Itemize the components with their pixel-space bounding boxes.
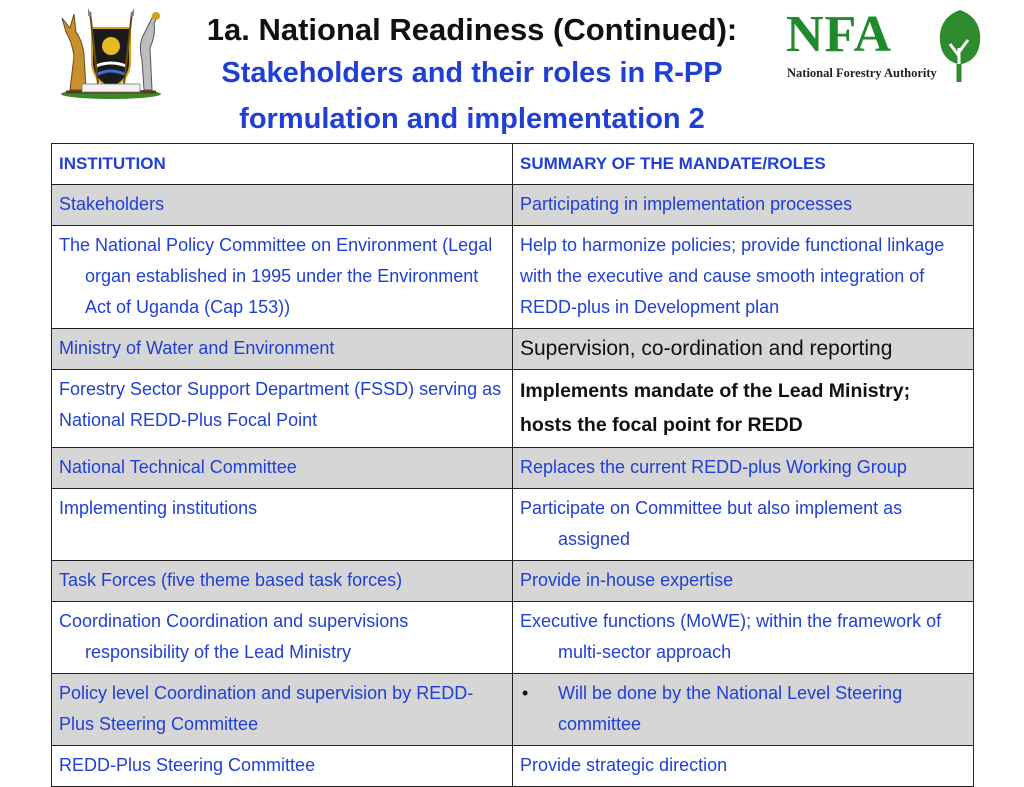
- institution-cell: Policy level Coordination and supervision by REDD-Plus Steering Committee: [52, 674, 513, 746]
- institution-cell: Ministry of Water and Environment: [52, 329, 513, 370]
- table-row: [52, 746, 974, 787]
- role-cell: Replaces the current REDD-plus Working Group: [513, 448, 974, 489]
- institution-cell: The National Policy Committee on Environment (Legal organ established in 1995 under the Environment Act of Uganda (Cap 153)): [52, 226, 513, 329]
- nfa-logo: [786, 8, 986, 84]
- bullet-icon: •: [522, 683, 529, 703]
- table-row: [52, 226, 974, 329]
- table-row: [52, 561, 974, 602]
- role-cell: Executive functions (MoWE); within the framework of multi-sector approach: [513, 602, 974, 674]
- page-title: 1a. National Readiness (Continued):: [206, 12, 738, 47]
- institution-cell: Forestry Sector Support Department (FSSD) serving as National REDD-Plus Focal Point: [52, 370, 513, 448]
- column-header-roles: SUMMARY OF THE MANDATE/ROLES: [513, 144, 974, 185]
- nfa-logo-letters: NFA: [786, 6, 893, 63]
- table-row: [52, 489, 974, 561]
- role-cell: Supervision, co-ordination and reporting: [513, 329, 974, 370]
- table-row: [52, 370, 974, 448]
- column-header-institution: INSTITUTION: [52, 144, 513, 185]
- table-row: [52, 448, 974, 489]
- page-subtitle-line-2: formulation and implementation 2: [239, 103, 705, 135]
- institution-cell: Implementing institutions: [52, 489, 513, 561]
- role-text: Will be done by the National Level Steering committee: [558, 683, 903, 734]
- institution-cell: National Technical Committee: [52, 448, 513, 489]
- title-block: [172, 10, 772, 142]
- table-header-row: [52, 144, 974, 185]
- mandates-table: [51, 143, 974, 787]
- uganda-coat-of-arms-icon: [52, 4, 170, 100]
- table-row: [52, 185, 974, 226]
- role-cell: Provide in-house expertise: [513, 561, 974, 602]
- table-row: [52, 674, 974, 746]
- institution-cell: Stakeholders: [52, 185, 513, 226]
- role-cell: [513, 674, 974, 746]
- table-row: [52, 602, 974, 674]
- institution-cell: Coordination Coordination and supervisions responsibility of the Lead Ministry: [52, 602, 513, 674]
- role-cell: Provide strategic direction: [513, 746, 974, 787]
- institution-cell: Task Forces (five theme based task forces): [52, 561, 513, 602]
- table-row: [52, 329, 974, 370]
- role-cell: Help to harmonize policies; provide functional linkage with the executive and cause smooth integration of REDD-plus in Development plan: [513, 226, 974, 329]
- role-cell: Implements mandate of the Lead Ministry; hosts the focal point for REDD: [513, 370, 974, 448]
- page-subtitle-line-1: Stakeholders and their roles in R-PP: [221, 57, 723, 89]
- institution-cell: REDD-Plus Steering Committee: [52, 746, 513, 787]
- role-cell: Participate on Committee but also implement as assigned: [513, 489, 974, 561]
- tree-icon: [934, 8, 986, 82]
- role-cell: Participating in implementation processes: [513, 185, 974, 226]
- nfa-logo-name: National Forestry Authority: [787, 66, 937, 80]
